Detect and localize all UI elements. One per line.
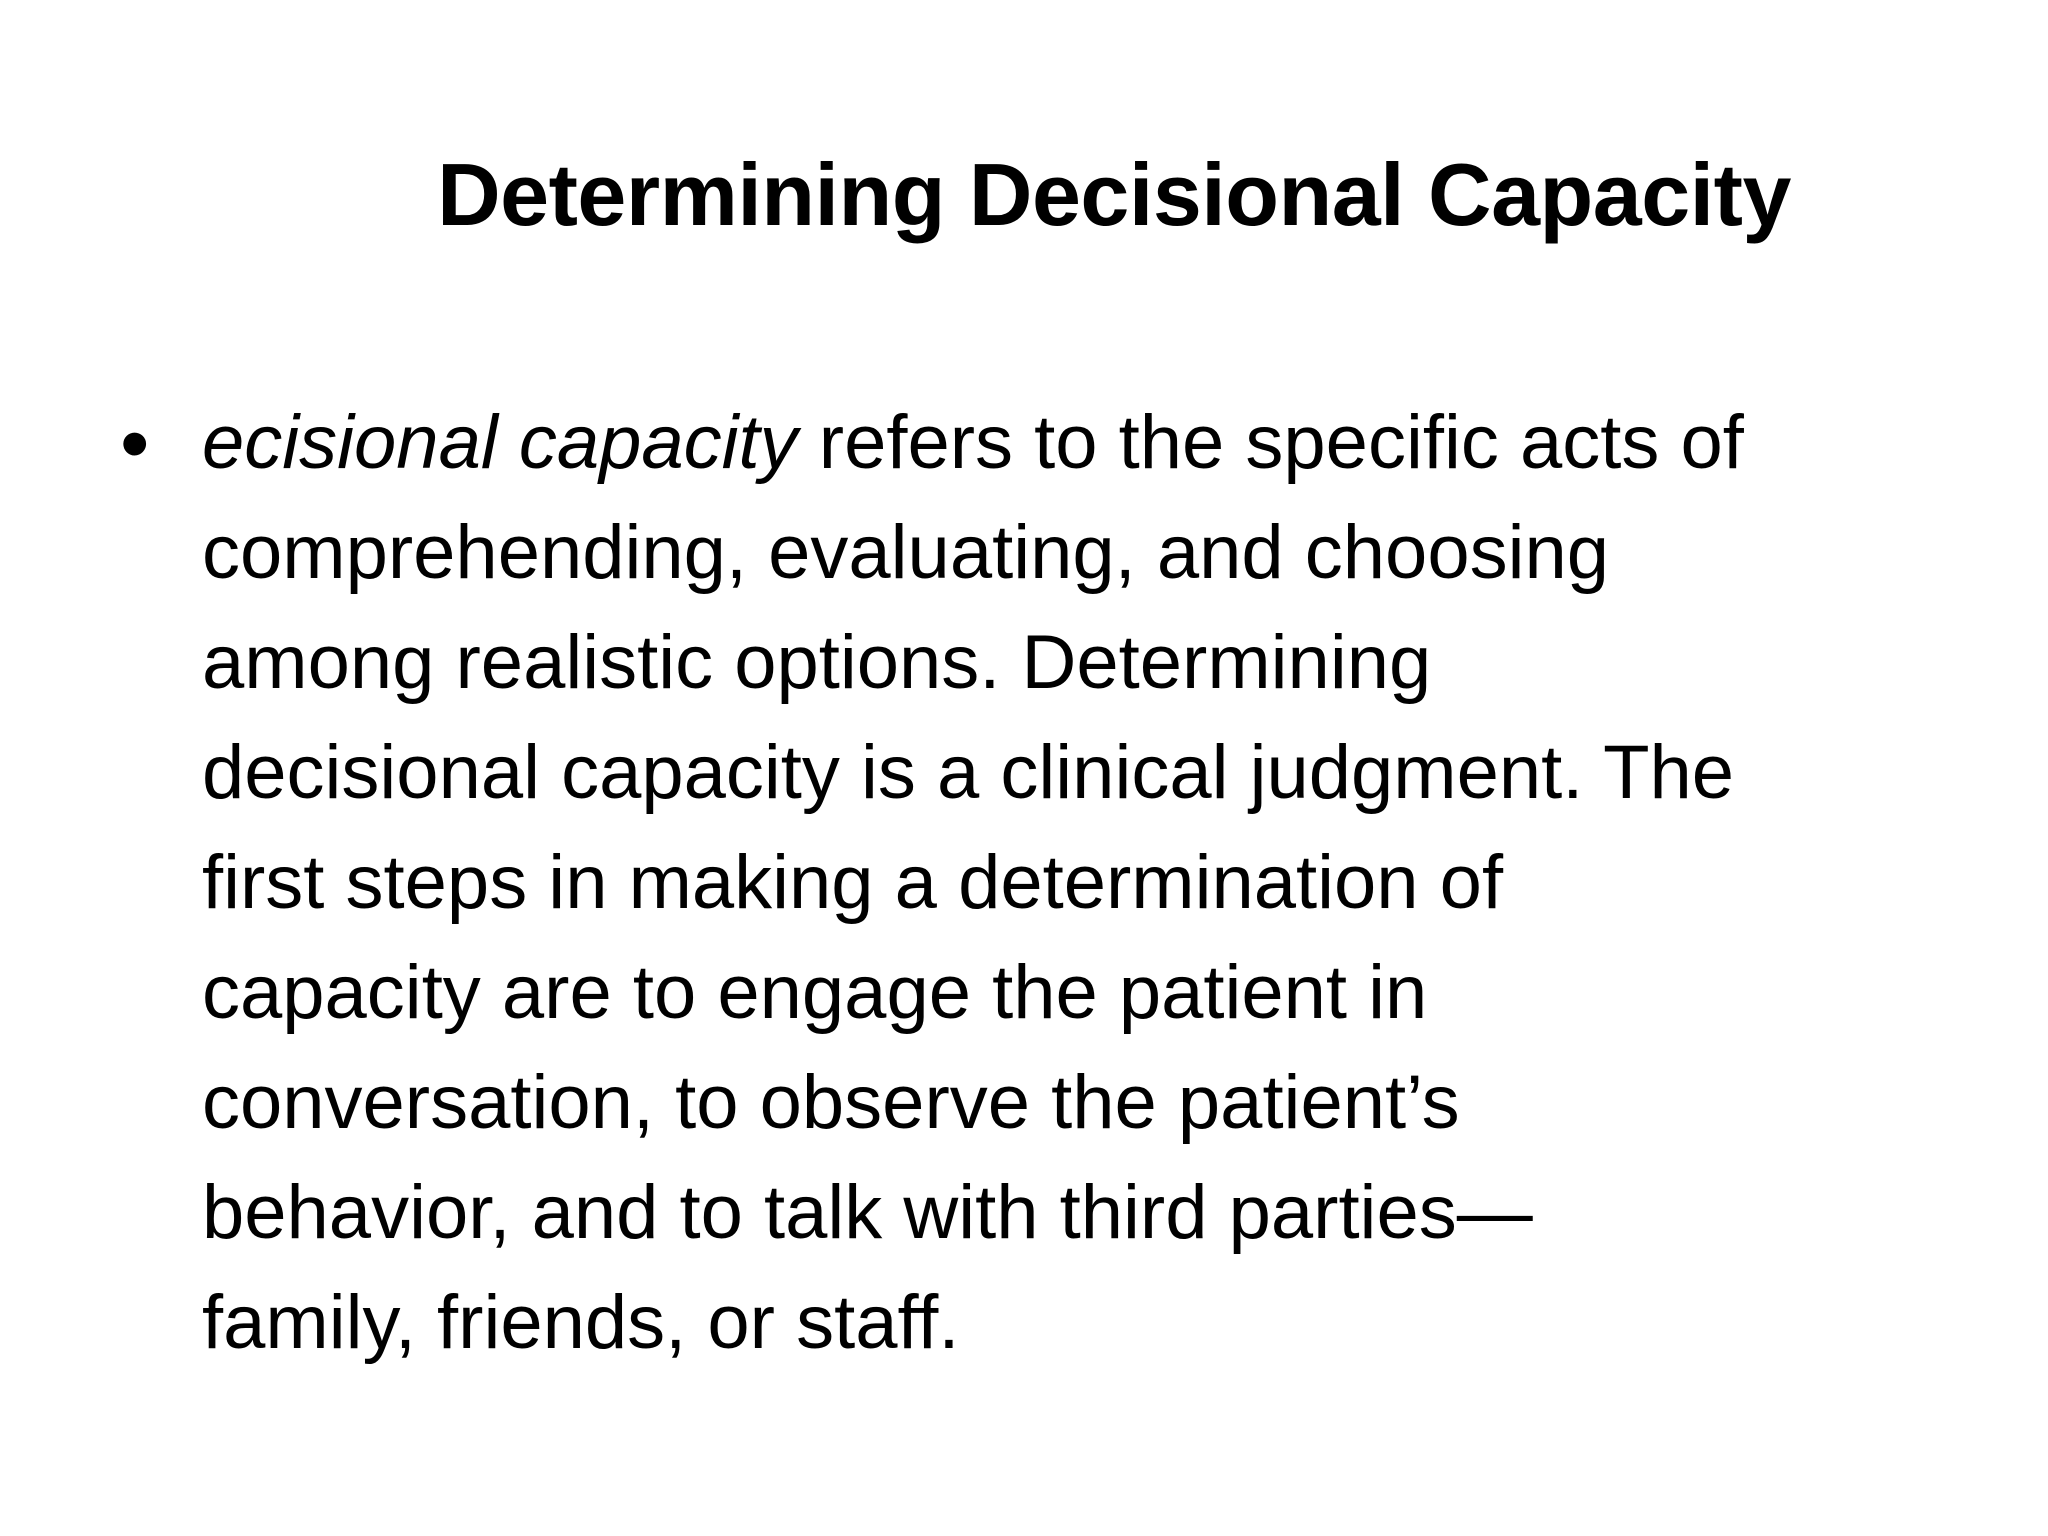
slide-body: [120, 388, 1920, 1378]
bullet-item: [120, 388, 1920, 1378]
bullet-icon: •: [120, 396, 150, 490]
line-1-text: refers to the specific acts of: [797, 400, 1744, 485]
paragraph-line-3: among realistic options. Determining: [202, 620, 1432, 705]
slide-title: Determining Decisional Capacity: [437, 145, 1791, 244]
italic-term: ecisional capacity: [202, 400, 798, 485]
paragraph-line-6: capacity are to engage the patient in: [202, 950, 1428, 1035]
paragraph-line-2: comprehending, evaluating, and choosing: [202, 510, 1610, 595]
paragraph-line-4: decisional capacity is a clinical judgment. The: [202, 730, 1735, 815]
paragraph-line-1: [202, 388, 1920, 498]
paragraph-line-7: conversation, to observe the patient’s: [202, 1060, 1460, 1145]
paragraph-line-8: behavior, and to talk with third parties—: [202, 1170, 1533, 1255]
paragraph-line-5: first steps in making a determination of: [202, 840, 1504, 925]
paragraph-line-9: family, friends, or staff.: [202, 1280, 960, 1365]
